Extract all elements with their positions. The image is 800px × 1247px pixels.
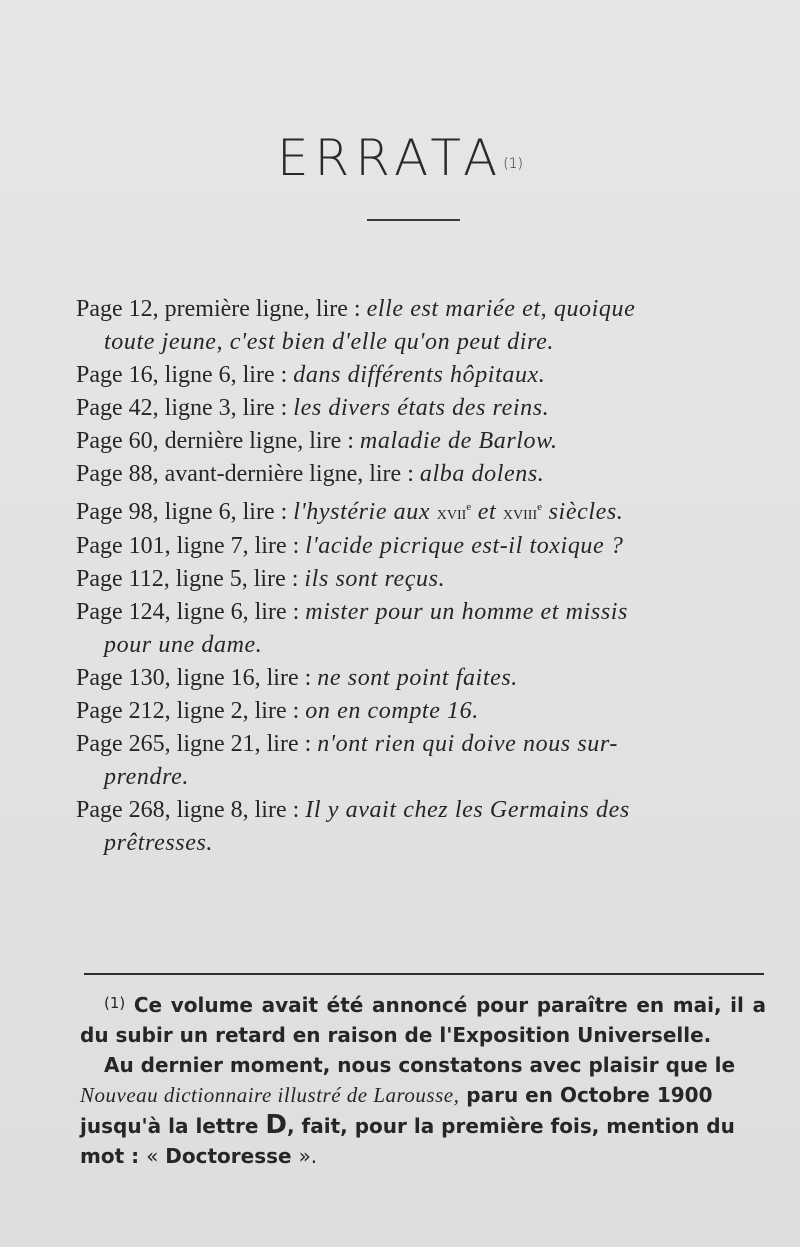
entry-ref: Page 112, ligne 5, lire : bbox=[76, 566, 305, 592]
errata-entry bbox=[0, 662, 800, 695]
footnote bbox=[80, 988, 766, 1171]
title-text: ERRATA bbox=[276, 129, 504, 187]
errata-entry bbox=[0, 596, 800, 662]
footnote-text: , fait, pour la première fois, mention du mot : bbox=[80, 1114, 735, 1168]
footnote-text: Ce volume avait été annoncé pour paraître en mai, il a du subir un retard en raison de l'Exposition Universelle. bbox=[80, 993, 766, 1047]
entry-ref: Page 60, dernière ligne, lire : bbox=[76, 428, 360, 454]
entry-continuation: prendre. bbox=[104, 764, 190, 790]
entry-correction: alba dolens. bbox=[419, 461, 545, 487]
entry-ref: Page 12, première ligne, lire : bbox=[76, 296, 367, 322]
entry-correction: l'acide picrique est-il toxique ? bbox=[305, 533, 624, 559]
footnote-ref: (1) bbox=[104, 994, 126, 1012]
entry-ref: Page 98, ligne 6, lire : bbox=[76, 499, 294, 525]
century-numeral: xvii bbox=[436, 502, 467, 524]
entry-ref: Page 101, ligne 7, lire : bbox=[76, 533, 306, 559]
entry-ref: Page 124, ligne 6, lire : bbox=[76, 599, 306, 625]
footnote-paragraph bbox=[80, 1050, 766, 1171]
footnote-letter: D bbox=[265, 1110, 287, 1140]
errata-entry bbox=[0, 359, 800, 392]
footnote-rule bbox=[84, 973, 764, 975]
entry-correction: Il y avait chez les Germains des bbox=[305, 797, 630, 823]
footnote-paragraph bbox=[80, 988, 766, 1050]
errata-entry bbox=[0, 458, 800, 491]
page-title bbox=[0, 128, 800, 188]
entry-ref: Page 212, ligne 2, lire : bbox=[76, 698, 306, 724]
century-sup: e bbox=[537, 501, 543, 513]
entry-correction: ne sont point faites. bbox=[317, 665, 518, 691]
footnote-word: Doctoresse bbox=[158, 1144, 299, 1168]
title-rule bbox=[367, 219, 460, 221]
entry-correction-b: et bbox=[471, 499, 503, 525]
entry-correction: ils sont reçus. bbox=[304, 566, 446, 592]
title-note-ref: (1) bbox=[503, 156, 524, 172]
quote-close: ». bbox=[298, 1144, 318, 1168]
entry-ref: Page 42, ligne 3, lire : bbox=[76, 395, 294, 421]
entry-ref: Page 130, ligne 16, lire : bbox=[76, 665, 318, 691]
errata-list bbox=[0, 293, 800, 860]
entry-correction: elle est mariée et, quoique bbox=[366, 296, 636, 322]
century-numeral: xviii bbox=[502, 502, 538, 524]
entry-correction: n'ont rien qui doive nous sur- bbox=[317, 731, 618, 757]
errata-entry bbox=[0, 530, 800, 563]
errata-entry bbox=[0, 293, 800, 359]
footnote-italic-title: Nouveau dictionnaire illustré de Larousse, bbox=[80, 1083, 460, 1107]
entry-correction: mister pour un homme et missis bbox=[305, 599, 628, 625]
entry-correction-c: siècles. bbox=[542, 499, 624, 525]
entry-correction: maladie de Barlow. bbox=[359, 428, 558, 454]
errata-entry bbox=[0, 563, 800, 596]
entry-correction-a: l'hystérie aux bbox=[293, 499, 437, 525]
errata-entry bbox=[0, 728, 800, 794]
errata-entry bbox=[0, 425, 800, 458]
footnote-text: paru en Octobre 1900 jusqu'à la lettre bbox=[80, 1083, 713, 1138]
entry-correction: les divers états des reins. bbox=[293, 395, 550, 421]
errata-entry bbox=[0, 695, 800, 728]
errata-entry bbox=[0, 794, 800, 860]
entry-ref: Page 88, avant-dernière ligne, lire : bbox=[76, 461, 420, 487]
entry-correction: on en compte 16. bbox=[305, 698, 479, 724]
entry-continuation: prêtresses. bbox=[104, 830, 214, 856]
errata-entry bbox=[0, 491, 800, 530]
entry-ref: Page 265, ligne 21, lire : bbox=[76, 731, 318, 757]
entry-continuation: toute jeune, c'est bien d'elle qu'on peut dire. bbox=[104, 329, 554, 355]
entry-continuation: pour une dame. bbox=[104, 632, 263, 658]
errata-entry bbox=[0, 392, 800, 425]
entry-ref: Page 268, ligne 8, lire : bbox=[76, 797, 306, 823]
century-sup: e bbox=[466, 501, 472, 513]
entry-ref: Page 16, ligne 6, lire : bbox=[76, 362, 294, 388]
footnote-text: Au dernier moment, nous constatons avec plaisir que le bbox=[104, 1053, 736, 1077]
quote-open: « bbox=[146, 1144, 159, 1168]
entry-correction: dans différents hôpitaux. bbox=[293, 362, 546, 388]
